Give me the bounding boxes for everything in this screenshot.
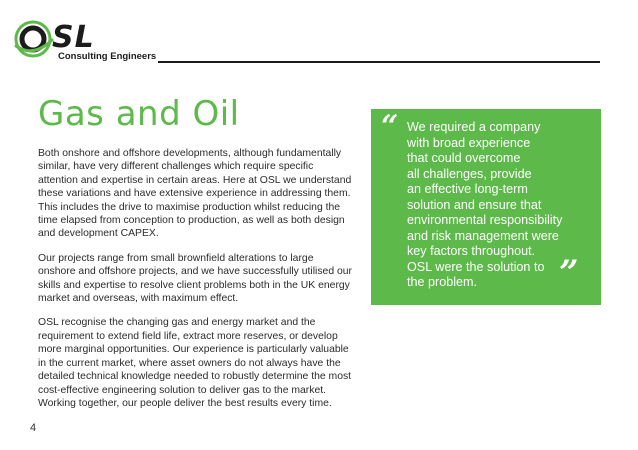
quote-line: that could overcome (407, 151, 521, 165)
paragraph-1: Both onshore and offshore developments, although fundamentally similar, have very different challenges which require specific attention and expertise in certain areas. Here at OSL we understand these variations and have extensive experience in addressing them. This includes the drive to maximise production whilst reducing the time elapsed from conception to production, as well as both design and development CAPEX. (38, 148, 352, 240)
quote-line: environmental responsibility (407, 213, 563, 227)
paragraph-3: OSL recognise the changing gas and energy market and the requirement to extend field life, extract more reserves, or develop more marginal opportunities. Our experience is particularly valuable in the current market, where asset owners do not always have the detailed technical knowledge needed to robustly determine the most cost-effective engineering solution to deliver gas to the market. Working together, our people deliver the best results every time. (38, 317, 352, 409)
close-quote-icon: ” (559, 253, 579, 293)
quote-line: and risk management were (407, 228, 559, 243)
quote-line: key factors throughout. (407, 244, 536, 258)
quote-line: with broad experience (407, 135, 531, 150)
body-text (38, 147, 353, 421)
quote-line: OSL were the solution to (407, 259, 545, 274)
logo-wordmark: SL (52, 20, 95, 55)
quote-line: the problem. (407, 275, 478, 289)
header-divider (158, 61, 600, 63)
page-title: Gas and Oil (38, 94, 240, 134)
paragraph-2: Our projects range from small brownfield alterations to large onshore and offshore projects, and we have successfully utilised our skills and expertise to resolve client problems both in the UK energy market and overseas, with maximum effect. (38, 252, 353, 305)
open-quote-icon: “ (381, 109, 399, 144)
quote-line: an effective long-term (407, 182, 528, 196)
quote-line: all challenges, provide (407, 166, 532, 181)
quote-line: solution and ensure that (407, 197, 542, 212)
osl-logo (12, 14, 162, 66)
quote-line: We required a company (407, 120, 541, 134)
page-number: 4 (30, 422, 37, 434)
logo-tagline: Consulting Engineers (58, 51, 157, 62)
